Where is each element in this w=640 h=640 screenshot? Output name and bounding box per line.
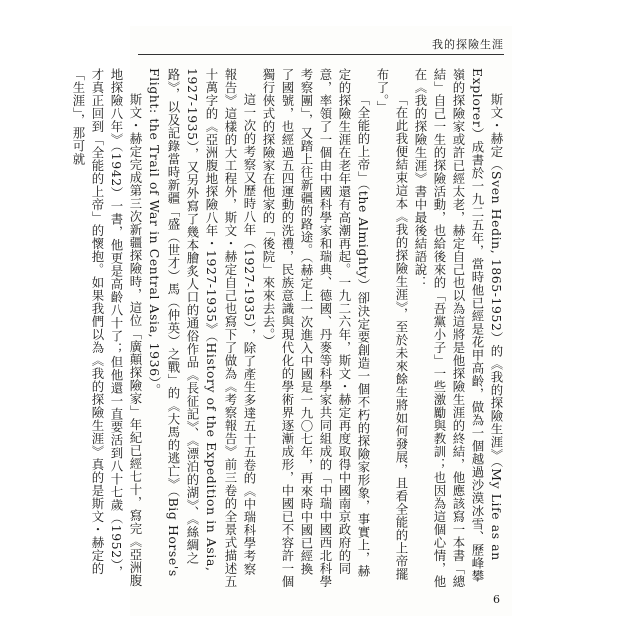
paragraph: 斯文・赫定完成第三次新疆探險時，這位「廣顛探險家」年紀已經七十，寫完《亞洲腹地探險八年》（1942）一書，他更是高齡八十了；但他還一直要活到八十七歲（1952），才真正回到「全能的上帝」的懷抱。如果我們以為《我的探險生涯》真的是斯文・赫定的「生涯」，那可就 [71,68,143,587]
paragraph: 「在此我便結束這本《我的探險生涯》，至於未來餘生將如何發展，且看全能的上帝擺布了。」 [375,68,409,581]
running-header: 我的探險生涯 [432,38,504,51]
paragraph: 「全能的上帝」（the Almighty）卻決定要創造一個不朽的探險家形象，事實上，赫定的探險生涯在老年還有高潮再起。一九二六年，斯文・赫定再度取得中國南京政府的同意，率領了一個由中國科學家和瑞典、德國、丹麥等科學家共同組成的「中瑞中國西北科學考察團」，又踏上往新疆的路途。（赫定上一次進入中國是一九〇七年，再來時中國已經換了國號，也經過五四運動的洗禮，民族意識與現代化的學術界逐漸成形，中國已不容許一個獨行俠式的探險家在他家的「後院」來來去去。） [261,68,371,588]
vertical-body-text [71,68,506,588]
book-page [71,26,512,616]
paragraph: 斯文・赫定（Sven Hedin, 1865-1952）的《我的探險生涯》（My Life as an Explorer）成書於一九二五年，當時他已經是花甲高齡，做為一個越過沙漠冰雪、歷峰攀嶺的探險家或許已經太老，赫定自己也以為這將是他探險生涯的終結，他應該寫一本書「總結」自己一生的探險活動，也給後來的「吾黨小子」一些激勵與教訓；也因為這個心情，他在《我的探險生涯》書中最後結語說： [413,68,504,588]
page-number: 6 [493,593,500,606]
header-rule [138,54,504,55]
paragraph: 這一次的考察又歷時八年（1927-1935），除了產生多達五十五卷的《中瑞科學考察報告》這樣的大工程外，斯文・赫定自己也寫下了做為《考察報告》前三卷的全景式描述五十萬字的《亞洲腹地探險八年・1927-1935》（History of the Expedition in Asia, 1927-1935），又另外寫了幾本膾炙人口的通俗作品《長征記》、《漂泊的湖》、《絲綢之路》，以及記錄當時新疆「盛（世才）馬（仲英）之戰」的《大馬的逃亡》（Big Horse's Flight: the Trail of War in Central Asia, 1936）。 [147,68,257,588]
